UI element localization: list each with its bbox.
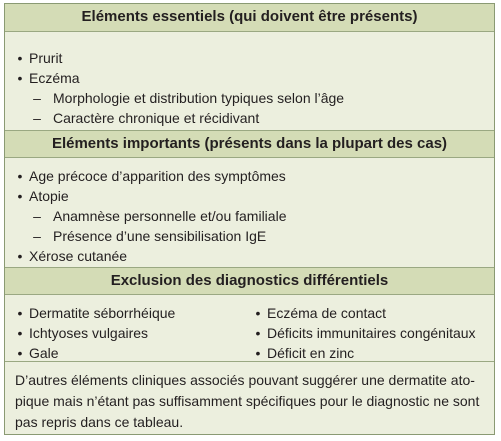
list-item-text: Eczéma (29, 70, 80, 86)
list-item-text: Prurit (29, 50, 63, 66)
footnote-line: pas repris dans ce tableau. (15, 414, 184, 430)
list-item-text: Déficits immunitaires congénitaux (267, 325, 476, 341)
bullet-marker: • (255, 305, 261, 321)
dash-marker: – (33, 208, 41, 224)
list-item-text: Dermatite séborrhéique (29, 305, 176, 321)
dash-marker: – (33, 110, 41, 126)
bullet-marker: • (17, 188, 23, 204)
bullet-marker: • (17, 70, 23, 86)
footnote (15, 370, 487, 433)
list-item-text: Gale (29, 345, 59, 361)
bullet-marker: • (17, 305, 23, 321)
bullet-marker: • (17, 325, 23, 341)
bullet-marker: • (255, 345, 261, 361)
list-item-text: Déficit en zinc (267, 345, 355, 361)
section-divider (5, 361, 494, 362)
bullet-marker: • (17, 168, 23, 184)
sub-list-item-text: Morphologie et distribution typiques selon l’âge (53, 90, 345, 106)
sub-list-item-text: Présence d’une sensibilisation IgE (53, 228, 267, 244)
dash-marker: – (33, 90, 41, 106)
footnote-line: pique mais n’étant pas suffisamment spécifiques pour le diagnostic ne sont (15, 393, 480, 409)
footnote-line: D’autres éléments cliniques associés pouvant suggérer une dermatite ato- (15, 372, 475, 388)
list-item-text: Xérose cutanée (29, 248, 128, 264)
list-item-text: Ichtyoses vulgaires (29, 325, 149, 341)
dash-marker: – (33, 228, 41, 244)
list-item-text: Age précoce d’apparition des symptômes (29, 168, 286, 184)
section-header-exclusion: Exclusion des diagnostics différentiels (5, 267, 494, 295)
bullet-marker: • (17, 345, 23, 361)
sub-list-item-text: Caractère chronique et récidivant (53, 110, 260, 126)
bullet-marker: • (17, 50, 23, 66)
list-item-text: Eczéma de contact (267, 305, 387, 321)
section-header-essential: Eléments essentiels (qui doivent être présents) (5, 4, 494, 32)
criteria-table (4, 3, 495, 435)
section-header-important: Eléments importants (présents dans la plupart des cas) (5, 130, 494, 158)
list-item-text: Atopie (29, 188, 69, 204)
bullet-marker: • (17, 248, 23, 264)
bullet-marker: • (255, 325, 261, 341)
sub-list-item-text: Anamnèse personnelle et/ou familiale (53, 208, 287, 224)
